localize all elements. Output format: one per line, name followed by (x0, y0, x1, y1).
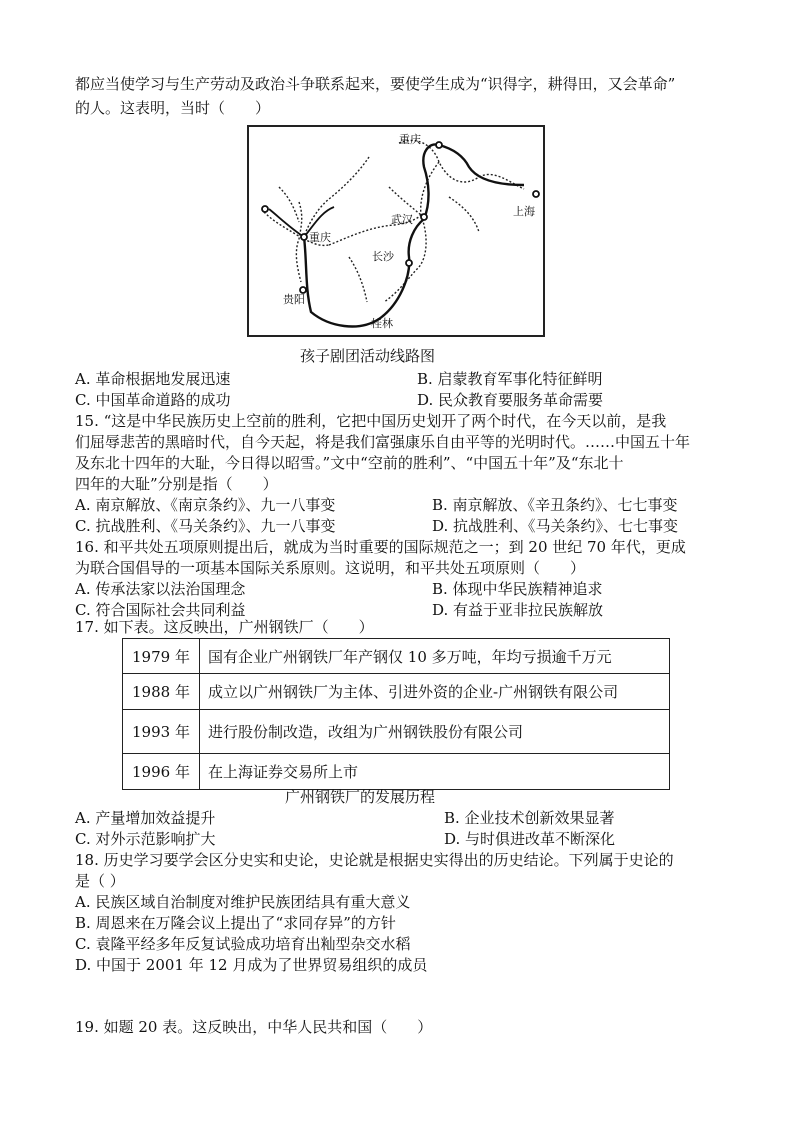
table-cell-year: 1993 年 (123, 710, 200, 754)
table-cell-event: 国有企业广州钢铁厂年产钢仅 10 多万吨，年均亏损逾千万元 (200, 639, 670, 674)
q18-option-a[interactable]: A. 民族区域自治制度对维护民族团结具有重大意义 (75, 893, 411, 911)
q15-stem-line-4: 四年的大耻”分别是指（ ） (75, 475, 278, 493)
q18-option-b[interactable]: B. 周恩来在万隆会议上提出了“求同存异”的方针 (75, 914, 396, 932)
table-cell-year: 1988 年 (123, 674, 200, 710)
q16-option-a[interactable]: A. 传承法家以法治国理念 (75, 580, 246, 598)
q15-stem-line-1: 15. “这是中华民族历史上空前的胜利，它把中国历史划开了两个时代，在今天以前，是我 (75, 412, 667, 430)
q19-stem: 19. 如题 20 表。这反映出，中华人民共和国（ ） (75, 1018, 433, 1036)
steel-plant-history-table (122, 638, 670, 790)
table-row (123, 710, 670, 754)
q16-option-d[interactable]: D. 有益于亚非拉民族解放 (432, 601, 604, 619)
q16-option-b[interactable]: B. 体现中华民族精神追求 (432, 580, 603, 598)
city-marker-west (262, 206, 268, 212)
q18-option-d[interactable]: D. 中国于 2001 年 12 月成为了世界贸易组织的成员 (75, 956, 428, 974)
q14-stem-line-1: 都应当使学习与生产劳动及政治斗争联系起来，要使学生成为“识得字，耕得田，又会革命” (75, 75, 676, 93)
label-guiyang: 贵阳 (283, 293, 305, 306)
q15-option-c[interactable]: C. 抗战胜利、《马关条约》、九一八事变 (75, 517, 336, 535)
table-cell-year: 1996 年 (123, 754, 200, 790)
city-marker-chongqing-upper (436, 142, 442, 148)
q15-option-a[interactable]: A. 南京解放、《南京条约》、九一八事变 (75, 496, 336, 514)
q14-option-a[interactable]: A. 革命根据地发展迅速 (75, 370, 231, 388)
label-changsha: 长沙 (372, 250, 394, 263)
q15-stem-line-3: 及东北十四年的大耻，今日得以昭雪。”文中“空前的胜利”、“中国五十年”及“东北十 (75, 454, 624, 472)
q15-option-b[interactable]: B. 南京解放、《辛丑条约》、七七事变 (432, 496, 678, 514)
table-cell-event: 进行股份制改造，改组为广州钢铁股份有限公司 (200, 710, 670, 754)
q17-option-c[interactable]: C. 对外示范影响扩大 (75, 830, 216, 848)
table-cell-event: 在上海证券交易所上市 (200, 754, 670, 790)
q15-stem-line-2: 们屈辱悲苦的黑暗时代，自今天起，将是我们富强康乐自由平等的光明时代。……中国五十年 (75, 433, 691, 451)
table-row (123, 639, 670, 674)
label-guilin: 桂林 (371, 317, 393, 330)
label-wuhan: 武汉 (391, 213, 413, 226)
table-cell-year: 1979 年 (123, 639, 200, 674)
q14-option-c[interactable]: C. 中国革命道路的成功 (75, 391, 231, 409)
route-map (247, 125, 545, 337)
q16-stem-line-2: 为联合国倡导的一项基本国际关系原则。这说明，和平共处五项原则（ ） (75, 559, 586, 577)
label-chongqing-upper: 重庆 (399, 133, 421, 146)
table-row (123, 754, 670, 790)
q18-stem-line-1: 18. 历史学习要学会区分史实和史论，史论就是根据史实得出的历史结论。下列属于史论的 (75, 851, 674, 869)
city-marker-chongqing (301, 234, 307, 240)
q14-option-b[interactable]: B. 启蒙教育军事化特征鲜明 (417, 370, 603, 388)
label-chongqing: 重庆 (309, 231, 331, 244)
q15-option-d[interactable]: D. 抗战胜利、《马关条约》、七七事变 (432, 517, 679, 535)
city-marker-changsha (406, 260, 412, 266)
q17-option-b[interactable]: B. 企业技术创新效果显著 (444, 809, 615, 827)
q17-option-a[interactable]: A. 产量增加效益提升 (75, 809, 216, 827)
troupe-route (304, 144, 524, 326)
q14-option-d[interactable]: D. 民众教育要服务革命需要 (417, 391, 604, 409)
q18-option-c[interactable]: C. 袁隆平经多年反复试验成功培育出籼型杂交水稻 (75, 935, 411, 953)
table-caption: 广州钢铁厂的发展历程 (285, 788, 436, 806)
q17-option-d[interactable]: D. 与时俱进改革不断深化 (444, 830, 616, 848)
q16-stem-line-1: 16. 和平共处五项原则提出后，就成为当时重要的国际规范之一；到 20 世纪 70 年代，更成 (75, 538, 686, 556)
label-shanghai: 上海 (513, 205, 535, 218)
table-cell-event: 成立以广州钢铁厂为主体、引进外资的企业-广州钢铁有限公司 (200, 674, 670, 710)
q14-stem-line-2: 的人。这表明，当时（ ） (75, 99, 271, 117)
table-row (123, 674, 670, 710)
city-marker-wuhan (421, 214, 427, 220)
city-marker-shanghai (533, 191, 539, 197)
q18-stem-line-2: 是（ ） (75, 872, 125, 890)
route-map-drawing (249, 127, 543, 335)
q17-stem: 17. 如下表。这反映出，广州钢铁厂（ ） (75, 618, 374, 636)
map-caption: 孩子剧团活动线路图 (300, 347, 436, 365)
q16-option-c[interactable]: C. 符合国际社会共同利益 (75, 601, 246, 619)
